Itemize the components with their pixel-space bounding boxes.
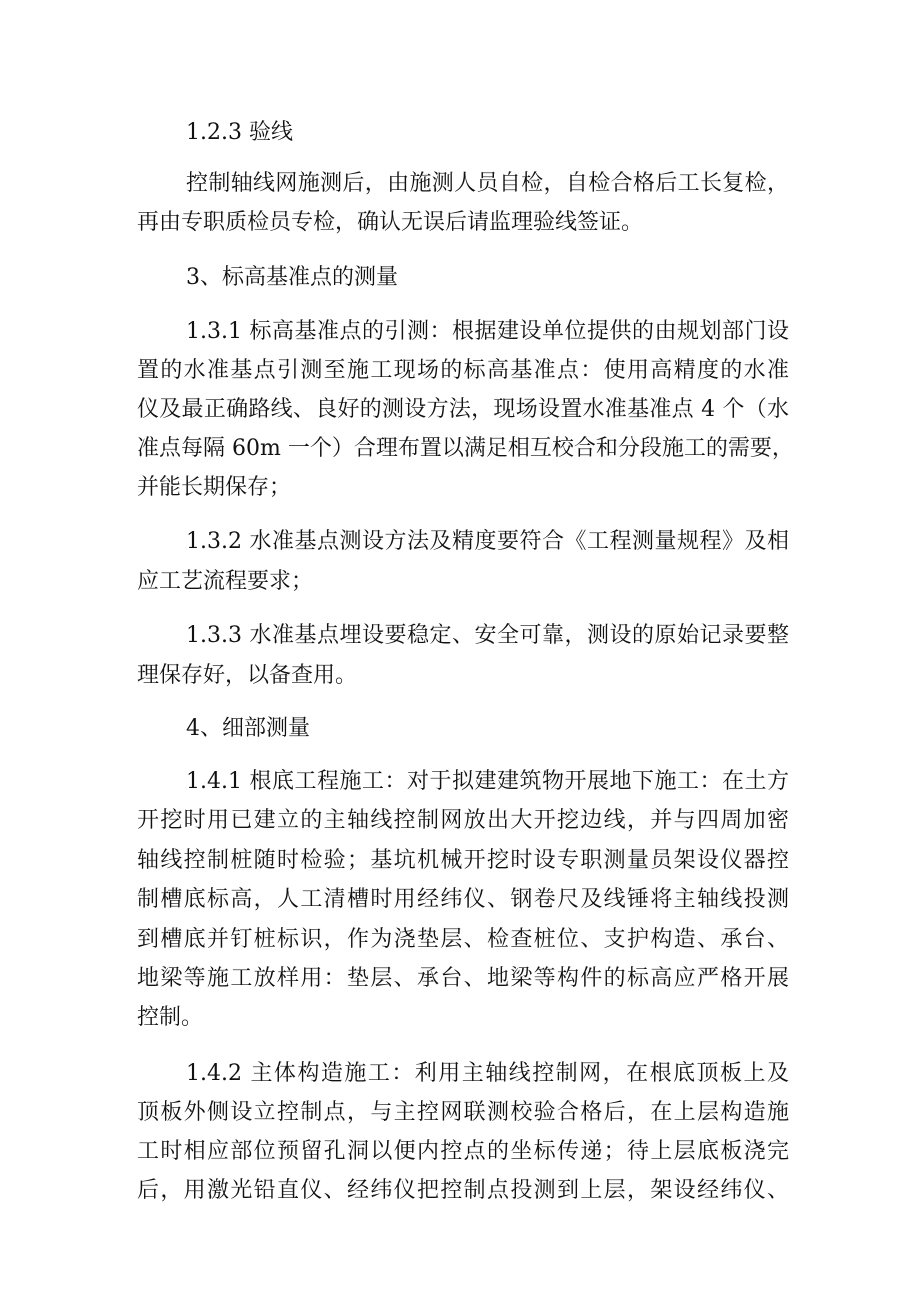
- paragraph-line: 置的水准基点引测至施工现场的标高基准点：使用高精度的水准: [137, 358, 789, 383]
- paragraph-line: 顶板外侧设立控制点，与主控网联测校验合格后，在上层构造施: [137, 1100, 789, 1125]
- paragraph-line: 1.3.2 水准基点测设方法及精度要符合《工程测量规程》及相: [186, 529, 789, 554]
- section-heading-4: 4、细部测量: [186, 716, 310, 741]
- paragraph-line: 制槽底标高，人工清槽时用经纬仪、钢卷尺及线锤将主轴线投测: [137, 887, 789, 912]
- paragraph-line: 工时相应部位预留孔洞以便内控点的坐标传递；待上层底板浇完: [137, 1139, 789, 1164]
- paragraph-line: 准点每隔 60m 一个）合理布置以满足相互校合和分段施工的需要，: [137, 436, 794, 461]
- paragraph-line: 轴线控制桩随时检验；基坑机械开挖时设专职测量员架设仪器控: [137, 848, 789, 873]
- paragraph-line: 到槽底并钉桩标识，作为浇垫层、检查桩位、支护构造、承台、: [137, 927, 789, 952]
- paragraph-line: 应工艺流程要求；: [137, 569, 314, 594]
- paragraph-line: 仪及最正确路线、良好的测设方法，现场设置水准基准点 4 个（水: [137, 397, 789, 422]
- paragraph-line: 并能长期保存；: [137, 475, 292, 500]
- paragraph-line: 再由专职质检员专检，确认无误后请监理验线签证。: [137, 210, 644, 235]
- paragraph-line: 控制。: [137, 1005, 204, 1030]
- paragraph-line: 地梁等施工放样用：垫层、承台、地梁等构件的标高应严格开展: [137, 966, 789, 991]
- paragraph-line: 开挖时用已建立的主轴线控制网放出大开挖边线，并与四周加密: [137, 808, 789, 833]
- paragraph-line: 1.3.1 标高基准点的引测：根据建设单位提供的由规划部门设: [186, 319, 789, 344]
- section-heading-3: 3、标高基准点的测量: [186, 265, 398, 290]
- paragraph-line: 1.4.1 根底工程施工：对于拟建建筑物开展地下施工：在土方: [186, 769, 789, 794]
- paragraph-line: 控制轴线网施测后，由施测人员自检，自检合格后工长复检，: [186, 171, 789, 196]
- paragraph-line: 1.4.2 主体构造施工：利用主轴线控制网，在根底顶板上及: [186, 1061, 789, 1086]
- paragraph-line: 理保存好，以备查用。: [137, 663, 358, 688]
- paragraph-line: 后，用激光铅直仪、经纬仪把控制点投测到上层，架设经纬仪、: [137, 1178, 789, 1203]
- paragraph-line: 1.3.3 水准基点埋设要稳定、安全可靠，测设的原始记录要整: [186, 623, 789, 648]
- section-heading-1-2-3: 1.2.3 验线: [186, 120, 293, 145]
